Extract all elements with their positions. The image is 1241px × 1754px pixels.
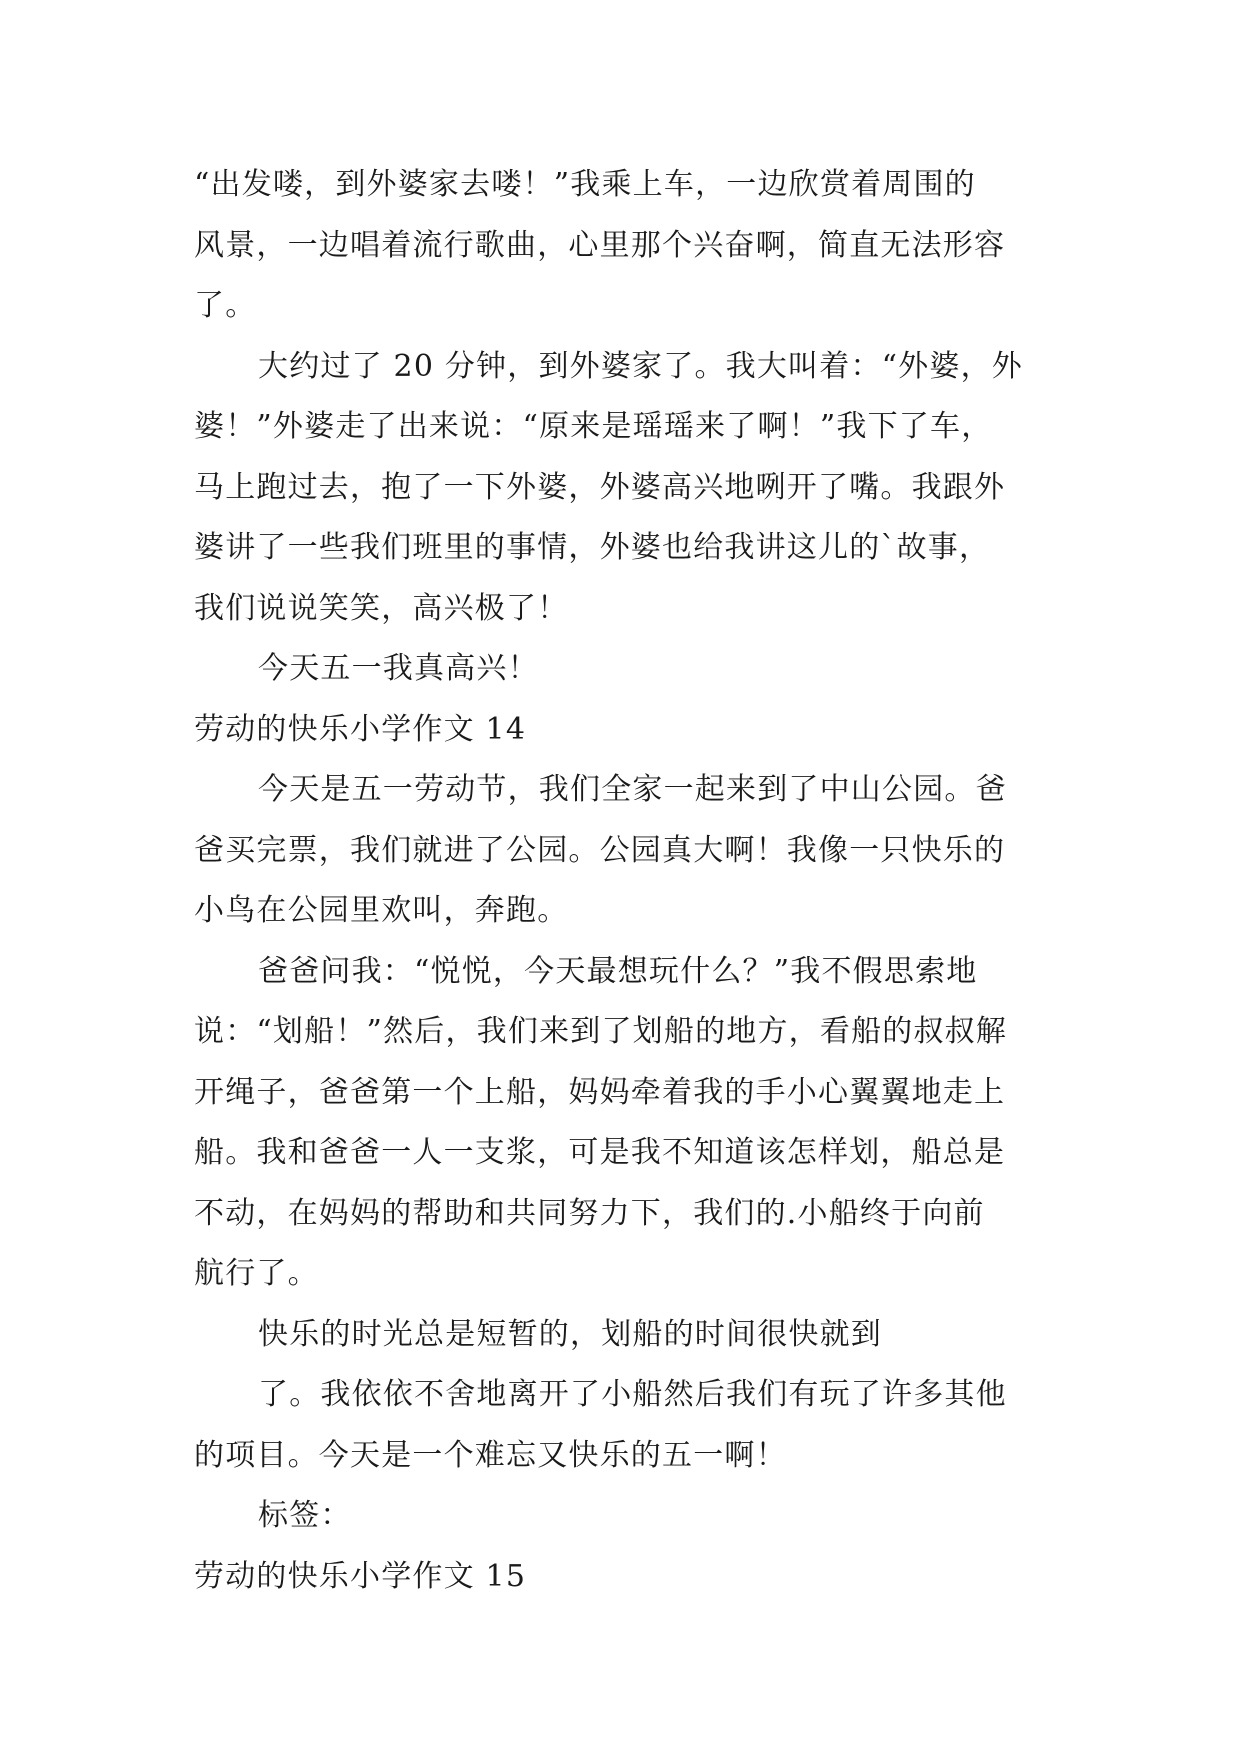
text-line: 航行了。 <box>194 1256 319 1291</box>
text-line: 婆！”外婆走了出来说：“原来是瑶瑶来了啊！”我下了车， <box>194 409 993 444</box>
text-line: 风景，一边唱着流行歌曲，心里那个兴奋啊，简直无法形容 <box>194 227 1006 263</box>
text-line: 说：“划船！”然后，我们来到了划船的地方，看船的叔叔解 <box>194 1014 1008 1049</box>
text-line: 今天五一我真高兴！ <box>258 651 539 686</box>
text-line: 爸爸问我：“悦悦，今天最想玩什么？”我不假思索地 <box>258 953 978 989</box>
text-line: 不动，在妈妈的帮助和共同努力下，我们的.小船终于向前 <box>194 1195 985 1231</box>
text-line: 了。我依依不舍地离开了小船然后我们有玩了许多其他 <box>258 1377 1007 1412</box>
text-line: 婆讲了一些我们班里的事情，外婆也给我讲这儿的`故事， <box>194 530 991 565</box>
text-line: 小鸟在公园里欢叫，奔跑。 <box>194 893 569 928</box>
text-line: 开绳子，爸爸第一个上船，妈妈牵着我的手小心翼翼地走上 <box>194 1074 1006 1110</box>
document-page <box>194 155 1054 1607</box>
section-heading: 劳动的快乐小学作文 14 <box>194 711 527 747</box>
text-line: 今天是五一劳动节，我们全家一起来到了中山公园。爸 <box>258 772 1007 807</box>
text-line: 我们说说笑笑，高兴极了！ <box>194 590 569 626</box>
text-line: 了。 <box>194 288 257 323</box>
text-line: 船。我和爸爸一人一支浆，可是我不知道该怎样划，船总是 <box>194 1135 1006 1170</box>
text-line: 大约过了 20 分钟，到外婆家了。我大叫着：“外婆，外 <box>258 348 1023 384</box>
text-line: 马上跑过去，抱了一下外婆，外婆高兴地咧开了嘴。我跟外 <box>194 469 1006 505</box>
text-line: 的项目。今天是一个难忘又快乐的五一啊！ <box>194 1437 787 1473</box>
text-line: 爸买完票，我们就进了公园。公园真大啊！我像一只快乐的 <box>194 832 1006 868</box>
tags-label: 标签： <box>258 1498 352 1533</box>
text-line: 快乐的时光总是短暂的，划船的时间很快就到 <box>258 1316 882 1352</box>
section-heading: 劳动的快乐小学作文 15 <box>194 1558 527 1594</box>
text-line: “出发喽，到外婆家去喽！”我乘上车，一边欣赏着周围的 <box>194 167 976 202</box>
